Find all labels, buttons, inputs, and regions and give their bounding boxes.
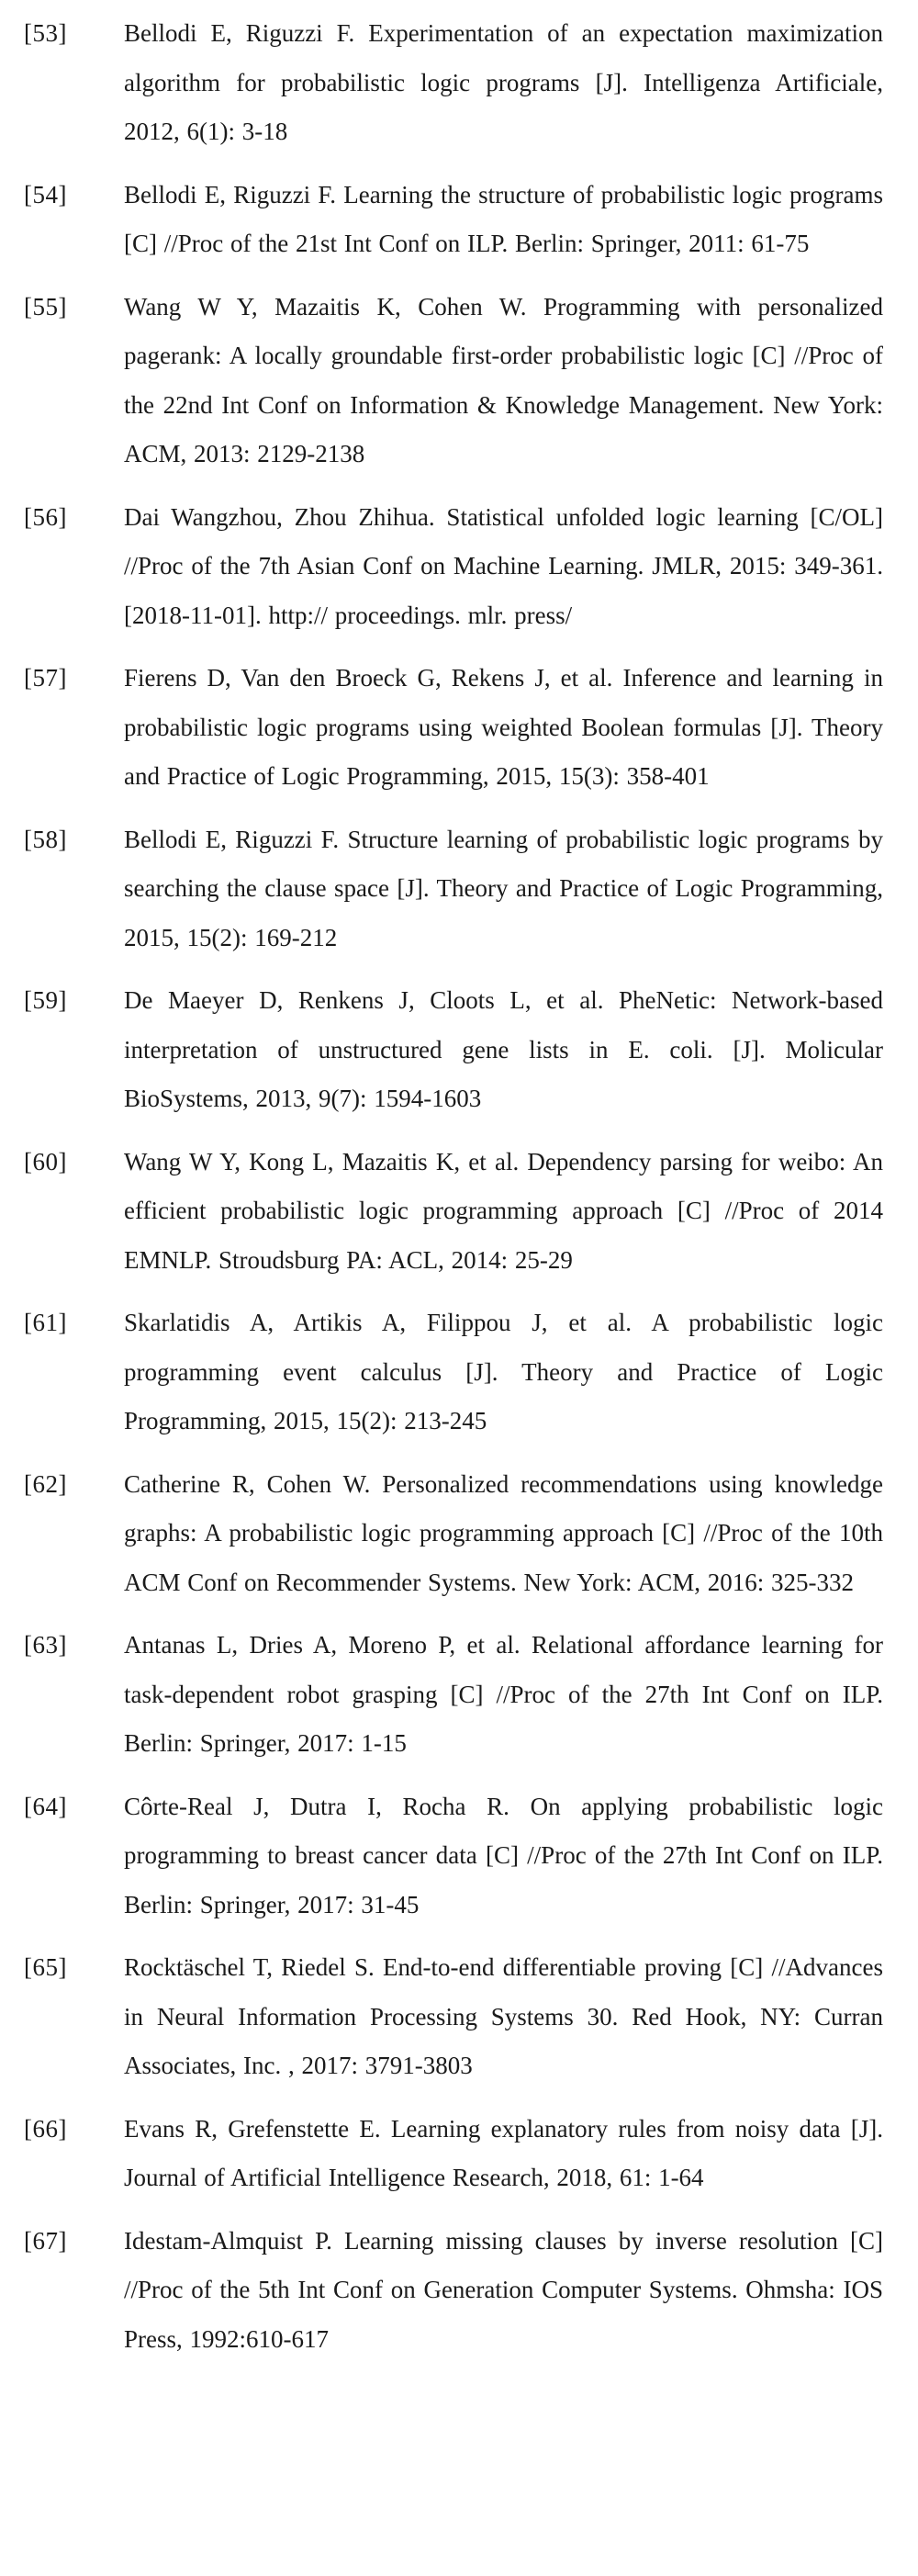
reference-text: Rocktäschel T, Riedel S. End-to-end differentiable proving [C] //Advances in Neural Information Processing Systems 30. Red Hook, NY: Curran Associates, Inc. , 2017: 3791-3803 <box>124 1953 883 2079</box>
reference-text: Bellodi E, Riguzzi F. Structure learning of probabilistic logic programs by searching the clause space [J]. Theory and Practice of Logic Programming, 2015, 15(2): 169-212 <box>124 825 883 951</box>
reference-text: Côrte-Real J, Dutra I, Rocha R. On applying probabilistic logic programming to breast cancer data [C] //Proc of the 27th Int Conf on ILP. Berlin: Springer, 2017: 31-45 <box>124 1792 883 1918</box>
reference-number: [63] <box>24 1631 67 1659</box>
reference-item <box>0 1138 918 1286</box>
reference-text: De Maeyer D, Renkens J, Cloots L, et al. PheNetic: Network-based interpretation of unstructured gene lists in E. coli. [J]. Molicular BioSystems, 2013, 9(7): 1594-1603 <box>124 986 883 1112</box>
reference-item <box>0 2217 918 2365</box>
reference-text: Evans R, Grefenstette E. Learning explanatory rules from noisy data [J]. Journal of Artificial Intelligence Research, 2018, 61: 1-64 <box>124 2114 883 2191</box>
reference-item <box>0 9 918 157</box>
reference-text: Bellodi E, Riguzzi F. Experimentation of an expectation maximization algorithm for probabilistic logic programs [J]. Intelligenza Artificiale, 2012, 6(1): 3-18 <box>124 19 883 145</box>
reference-text: Skarlatidis A, Artikis A, Filippou J, et al. A probabilistic logic programming event calculus [J]. Theory and Practice of Logic Programming, 2015, 15(2): 213-245 <box>124 1309 883 1434</box>
reference-text: Dai Wangzhou, Zhou Zhihua. Statistical unfolded logic learning [C/OL] //Proc of the 7th Asian Conf on Machine Learning. JMLR, 2015: 349-361. [2018-11-01]. http:// proceedings. mlr. press/ <box>124 502 883 629</box>
reference-item <box>0 1299 918 1446</box>
reference-text: Idestam-Almquist P. Learning missing clauses by inverse resolution [C] //Proc of the 5th Int Conf on Generation Computer Systems. Ohmsha: IOS Press, 1992:610-617 <box>124 2226 883 2353</box>
reference-item <box>0 171 918 269</box>
reference-number: [65] <box>24 1953 67 1981</box>
reference-item <box>0 1621 918 1769</box>
reference-item <box>0 283 918 479</box>
reference-number: [58] <box>24 825 67 853</box>
reference-number: [67] <box>24 2226 67 2255</box>
reference-list <box>0 9 918 2378</box>
reference-item <box>0 493 918 641</box>
reference-item <box>0 976 918 1124</box>
reference-number: [56] <box>24 502 67 531</box>
reference-item <box>0 2105 918 2203</box>
reference-item <box>0 1943 918 2091</box>
reference-item <box>0 1783 918 1930</box>
reference-item <box>0 816 918 963</box>
reference-number: [57] <box>24 664 67 692</box>
reference-number: [53] <box>24 19 67 47</box>
reference-text: Bellodi E, Riguzzi F. Learning the structure of probabilistic logic programs [C] //Proc of the 21st Int Conf on ILP. Berlin: Springer, 2011: 61-75 <box>124 180 883 257</box>
reference-text: Fierens D, Van den Broeck G, Rekens J, et al. Inference and learning in probabilistic logic programs using weighted Boolean formulas [J]. Theory and Practice of Logic Programming, 2015, 15(3): 358-401 <box>124 664 883 790</box>
reference-number: [60] <box>24 1147 67 1176</box>
reference-item <box>0 1460 918 1608</box>
reference-text: Catherine R, Cohen W. Personalized recommendations using knowledge graphs: A probabilistic logic programming approach [C] //Proc of the 10th ACM Conf on Recommender Systems. New York: ACM, 2016: 325-332 <box>124 1469 883 1596</box>
reference-number: [55] <box>24 292 67 321</box>
reference-number: [59] <box>24 986 67 1014</box>
reference-number: [66] <box>24 2114 67 2143</box>
reference-number: [62] <box>24 1469 67 1498</box>
reference-number: [61] <box>24 1309 67 1336</box>
reference-text: Antanas L, Dries A, Moreno P, et al. Relational affordance learning for task-dependent robot grasping [C] //Proc of the 27th Int Conf on ILP. Berlin: Springer, 2017: 1-15 <box>124 1631 883 1757</box>
reference-item <box>0 654 918 802</box>
reference-text: Wang W Y, Mazaitis K, Cohen W. Programming with personalized pagerank: A locally groundable first-order probabilistic logic [C] //Proc of the 22nd Int Conf on Information & Knowledge Management. New York: ACM, 2013: 2129-2138 <box>124 292 883 467</box>
reference-number: [64] <box>24 1792 67 1820</box>
reference-number: [54] <box>24 180 67 208</box>
reference-text: Wang W Y, Kong L, Mazaitis K, et al. Dependency parsing for weibo: An efficient probabilistic logic programming approach [C] //Proc of 2014 EMNLP. Stroudsburg PA: ACL, 2014: 25-29 <box>124 1147 883 1274</box>
